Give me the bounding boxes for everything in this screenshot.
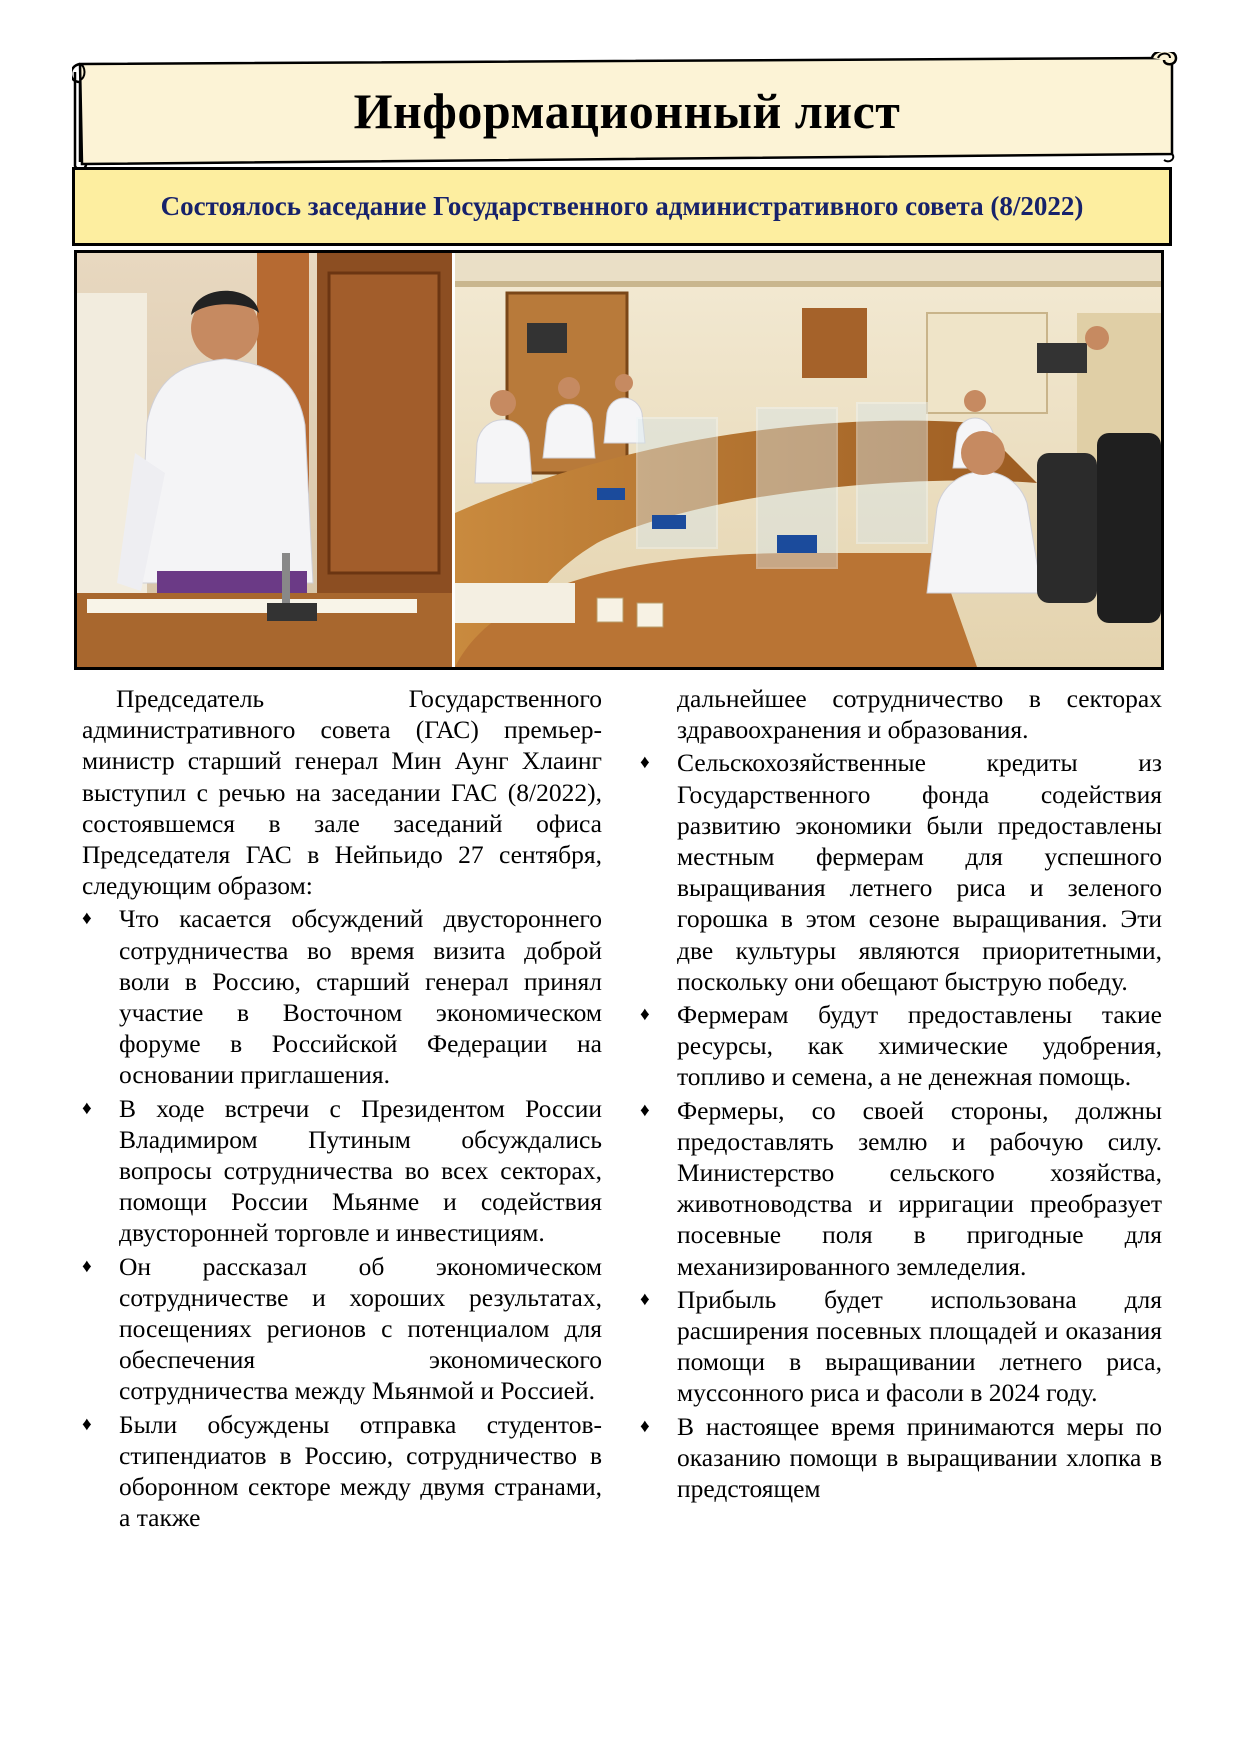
list-item: ♦ Прибыль будет использована для расширения посевных площадей и оказания помощи в выращивании летнего риса, муссонного риса и фасоли в 2024 году. <box>640 1284 1162 1408</box>
meeting-photo <box>74 250 1164 670</box>
article-headline: Состоялось заседание Государственного административного совета (8/2022) <box>160 191 1084 221</box>
diamond-bullet-icon: ♦ <box>640 752 650 774</box>
left-text-column <box>82 683 602 1533</box>
list-item: ♦ В настоящее время принимаются меры по оказанию помощи в выращивании хлопка в предстоящем <box>640 1411 1162 1504</box>
meeting-photo-illustration <box>77 253 1161 667</box>
title-banner <box>72 52 1182 170</box>
subtitle-box <box>72 167 1172 246</box>
list-item: ♦ Что касается обсуждений двустороннего сотрудничества во время визита доброй воли в Россию, старший генерал принял участие в Восточном экономическом форуме в Российской Федерации на основании приглашения. <box>82 904 602 1090</box>
intro-paragraph: Председатель Государственного административного совета (ГАС) премьер-министр старший генерал Мин Аунг Хлаинг выступил с речью на заседании ГАС (8/2022), состоявшемся в зале заседаний офиса Председателя ГАС в Нейпьидо 27 сентября, следующим образом: <box>82 684 602 901</box>
diamond-bullet-icon: ♦ <box>82 908 92 930</box>
diamond-bullet-icon: ♦ <box>82 1097 92 1119</box>
diamond-bullet-icon: ♦ <box>82 1255 92 1277</box>
page-title: Информационный лист <box>353 83 901 139</box>
list-item-continuation: дальнейшее сотрудничество в секторах здравоохранения и образования. <box>677 684 1162 745</box>
list-item: ♦ Фермерам будут предоставлены такие ресурсы, как химические удобрения, топливо и семена, а не денежная помощь. <box>640 1000 1162 1092</box>
right-text-column <box>640 683 1162 1504</box>
list-item: ♦ Он рассказал об экономическом сотрудничестве и хороших результатах, посещениях регионов с потенциалом для обеспечения экономического сотрудничества между Мьянмой и Россией. <box>82 1251 602 1406</box>
diamond-bullet-icon: ♦ <box>640 1099 650 1121</box>
list-item: ♦ Сельскохозяйственные кредиты из Государственного фонда содействия развитию экономики были предоставлены местным фермерам для успешного выращивания летнего риса и зеленого горошка в этом сезоне выращивания. Эти две культуры являются приоритетными, поскольку они обещают быструю победу. <box>640 748 1162 996</box>
right-bullet-list <box>640 683 1162 1504</box>
list-item: ♦ В ходе встречи с Президентом России Владимиром Путиным обсуждались вопросы сотрудничества во всех секторах, помощи России Мьянме и содействия двусторонней торговле и инвестициям. <box>82 1093 602 1248</box>
diamond-bullet-icon: ♦ <box>640 1415 650 1437</box>
diamond-bullet-icon: ♦ <box>640 1004 650 1026</box>
diamond-bullet-icon: ♦ <box>82 1413 92 1435</box>
list-item: ♦ Фермеры, со своей стороны, должны предоставлять землю и рабочую силу. Министерство сельского хозяйства, животноводства и ирригации преобразует посевные поля в пригодные для механизированного земледелия. <box>640 1095 1162 1281</box>
diamond-bullet-icon: ♦ <box>640 1288 650 1310</box>
left-bullet-list <box>82 903 602 1533</box>
list-item: ♦ Были обсуждены отправка студентов-стипендиатов в Россию, сотрудничество в оборонном секторе между двумя странами, а также <box>82 1409 602 1533</box>
